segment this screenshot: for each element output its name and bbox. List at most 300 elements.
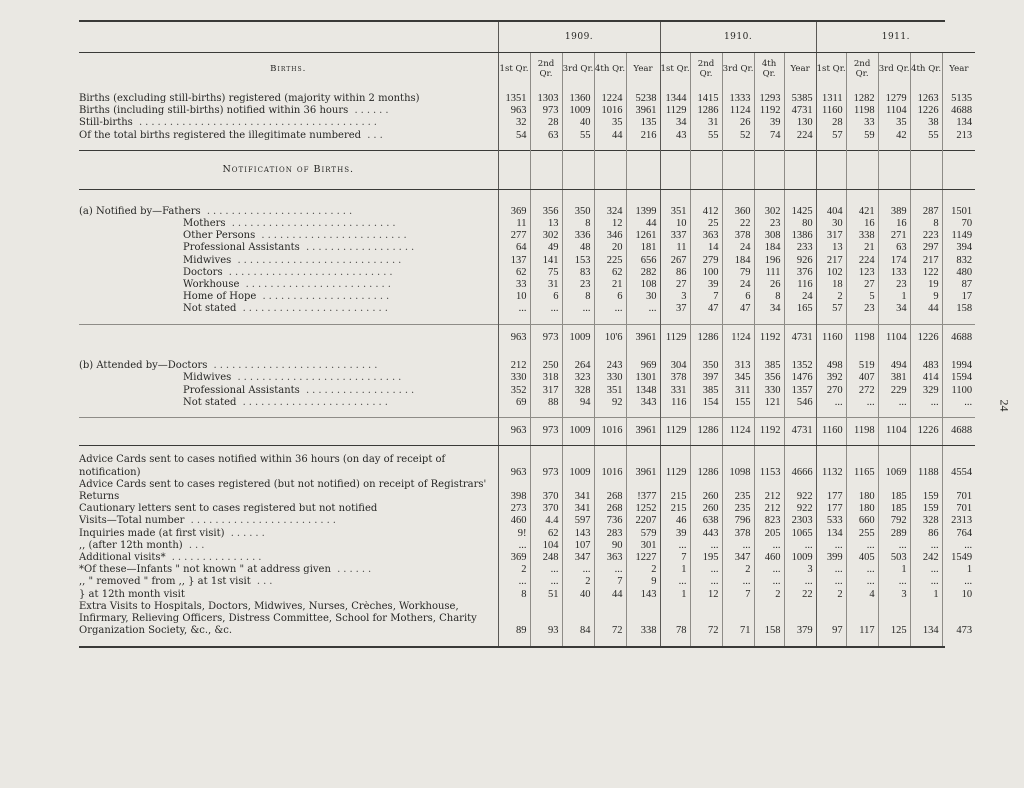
value-cell: 1129 [660,324,690,344]
value-cell: 34 [878,303,910,315]
value-cell: 2207 [626,515,660,527]
value-cell: 86 [910,528,942,540]
value-cell: 44 [626,218,660,230]
leader-dots: ... [182,539,208,551]
row-label: Visits—Total number [79,515,185,527]
value-cell: 92 [594,397,626,409]
value-cell: 39 [690,279,722,291]
value-cell: 107 [562,540,594,552]
value-cell: 217 [910,255,942,267]
value-cell: 304 [660,360,690,372]
value-cell: 69 [498,397,530,409]
value-cell: ... [816,397,846,409]
value-cell: 2 [816,589,846,601]
value-cell: 370 [530,479,562,503]
value-cell: 28 [530,117,562,129]
value-cell: 1100 [942,385,975,397]
value-cell: ... [498,576,530,588]
value-cell: 381 [878,372,910,384]
value-cell: 165 [784,303,816,315]
notified-by-row [79,242,975,254]
value-cell: 318 [530,372,562,384]
value-cell: 3961 [626,454,660,478]
value-cell: 255 [846,528,878,540]
value-cell: 267 [660,255,690,267]
quarter-header: Year [942,53,975,86]
value-cell: 1501 [942,206,975,218]
value-cell: 4688 [942,324,975,344]
year-header-1911: 1911. [816,22,975,53]
value-cell: 7 [722,589,754,601]
advice-row [79,503,975,515]
value-cell: 88 [530,397,562,409]
value-cell: 503 [878,552,910,564]
value-cell: 1994 [942,360,975,372]
value-cell: 792 [878,515,910,527]
value-cell: 71 [722,601,754,638]
leader-dots: ........................... [222,266,396,278]
births-row [79,130,975,142]
row-label: Other Persons [183,230,256,242]
value-cell: 47 [690,303,722,315]
value-cell: 385 [754,360,784,372]
value-cell: 1165 [846,454,878,478]
value-cell: 519 [846,360,878,372]
value-cell: 215 [660,503,690,515]
value-cell: 19 [910,279,942,291]
advice-row [79,564,975,576]
notified-by-total-row [79,324,975,344]
row-label: Professional Assistants [183,242,300,254]
value-cell: 72 [690,601,722,638]
value-cell: 351 [660,206,690,218]
value-cell: 277 [498,230,530,242]
quarter-header: 2nd Qr. [690,53,722,86]
row-label: Not stated [183,303,237,315]
value-cell: 1 [660,589,690,601]
value-cell: 1!24 [722,324,754,344]
value-cell: 6 [594,291,626,303]
value-cell: 1132 [816,454,846,478]
value-cell: 225 [594,255,626,267]
row-label: ,, " removed " from ,, } at 1st visit [79,576,251,588]
value-cell: 1 [942,564,975,576]
value-cell: 155 [722,397,754,409]
value-cell: ... [690,576,722,588]
value-cell: 158 [942,303,975,315]
value-cell: 301 [626,540,660,552]
value-cell: 351 [594,385,626,397]
notified-by-row [79,206,975,218]
value-cell: 10 [660,218,690,230]
row-label: Additional visits* [79,552,166,564]
value-cell: 473 [942,601,975,638]
notified-by-row [79,303,975,315]
value-cell: 8 [498,589,530,601]
value-cell: 10 [942,589,975,601]
value-cell: 317 [530,385,562,397]
value-cell: 62 [594,267,626,279]
group-label: (a) Notified by— [79,205,163,217]
value-cell: 212 [754,479,784,503]
value-cell: 7 [660,552,690,564]
value-cell: 1399 [626,206,660,218]
value-cell: ... [530,564,562,576]
value-cell: 268 [594,479,626,503]
leader-dots: ...... [224,527,268,539]
value-cell: 27 [660,279,690,291]
value-cell: 963 [498,105,530,117]
value-cell: 736 [594,515,626,527]
value-cell: 102 [816,267,846,279]
value-cell: 4731 [784,417,816,437]
value-cell: 59 [846,130,878,142]
value-cell: 223 [910,230,942,242]
leader-dots: ..................... [256,291,393,303]
value-cell: 242 [910,552,942,564]
value-cell: ... [562,303,594,315]
value-cell: 260 [690,479,722,503]
notified-by-section [79,189,975,352]
value-cell: 1198 [846,417,878,437]
notified-by-row [79,255,975,267]
value-cell: 1160 [816,324,846,344]
value-cell: 4554 [942,454,975,478]
value-cell: 350 [690,360,722,372]
row-label: Of the total births registered the illegitimate numbered [79,129,362,141]
value-cell: 1009 [562,454,594,478]
leader-dots: .................. [299,384,418,396]
value-cell: 1549 [942,552,975,564]
value-cell: 46 [660,515,690,527]
value-cell: 1 [878,291,910,303]
quarter-header: 4th Qr. [754,53,784,86]
value-cell: 414 [910,372,942,384]
value-cell: 1192 [754,417,784,437]
value-cell: 404 [816,206,846,218]
value-cell: 141 [530,255,562,267]
value-cell: 32 [498,117,530,129]
value-cell: 143 [562,528,594,540]
quarter-header: 4th Qr. [594,53,626,86]
value-cell: 1129 [660,105,690,117]
value-cell: 64 [498,242,530,254]
value-cell: 40 [562,589,594,601]
value-cell: 158 [754,601,784,638]
attended-by-section [79,352,975,446]
value-cell: 443 [690,528,722,540]
value-cell: 250 [530,360,562,372]
value-cell: 185 [878,503,910,515]
value-cell: 922 [784,479,816,503]
value-cell: ... [784,576,816,588]
value-cell: 1009 [562,324,594,344]
value-cell: 579 [626,528,660,540]
value-cell: 62 [530,528,562,540]
value-cell: 4688 [942,105,975,117]
value-cell: 796 [722,515,754,527]
value-cell: ... [722,540,754,552]
value-cell: 84 [562,601,594,638]
value-cell: 215 [660,479,690,503]
value-cell: 79 [722,267,754,279]
value-cell: 212 [754,503,784,515]
value-cell: 6 [722,291,754,303]
page-number: 24 [997,399,1012,412]
value-cell: ... [816,540,846,552]
notified-by-row [79,218,975,230]
leader-dots: ...... [330,564,375,576]
value-cell: 343 [626,397,660,409]
value-cell: 4 [846,589,878,601]
value-cell: 24 [784,291,816,303]
value-cell: 185 [878,479,910,503]
value-cell: 1129 [660,417,690,437]
value-cell: 973 [530,454,562,478]
value-cell: 330 [594,372,626,384]
value-cell: 235 [722,479,754,503]
value-cell: ... [846,540,878,552]
value-cell: 1065 [784,528,816,540]
value-cell: 6 [530,291,562,303]
value-cell: 1226 [910,105,942,117]
value-cell: 63 [530,130,562,142]
row-label: Cautionary letters sent to cases registered but not notified [79,503,378,515]
leader-dots: ...... [348,105,392,117]
value-cell: 398 [498,479,530,503]
value-cell: 1311 [816,93,846,105]
value-cell: 356 [754,372,784,384]
attended-by-row [79,360,975,372]
value-cell: 347 [722,552,754,564]
value-cell: 14 [690,242,722,254]
value-cell: 4688 [942,417,975,437]
value-cell: 3 [660,291,690,303]
value-cell: ... [498,540,530,552]
value-cell: 134 [910,601,942,638]
value-cell: 1124 [722,105,754,117]
value-cell: 297 [910,242,942,254]
value-cell: 378 [722,230,754,242]
notified-by-row [79,267,975,279]
value-cell: ... [690,564,722,576]
value-cell: 10'6 [594,324,626,344]
value-cell: 5 [846,291,878,303]
value-cell: 328 [910,515,942,527]
value-cell: ... [816,564,846,576]
value-cell: 57 [816,303,846,315]
value-cell: 421 [846,206,878,218]
advice-section [79,446,975,646]
value-cell: 133 [878,267,910,279]
value-cell: 62 [498,267,530,279]
value-cell: 2 [816,291,846,303]
value-cell: 1286 [690,417,722,437]
value-cell: 122 [910,267,942,279]
value-cell: 55 [562,130,594,142]
leader-dots: ........................ [184,515,339,527]
value-cell: 4731 [784,324,816,344]
value-cell: 1263 [910,93,942,105]
row-label: Professional Assistants [183,384,300,396]
value-cell: 243 [594,360,626,372]
value-cell: ... [626,303,660,315]
value-cell: 1224 [594,93,626,105]
value-cell: 213 [942,130,975,142]
value-cell: 337 [660,230,690,242]
value-cell: 31 [690,117,722,129]
value-cell: 121 [754,397,784,409]
value-cell: 159 [910,479,942,503]
value-cell: 93 [530,601,562,638]
value-cell: 1227 [626,552,660,564]
value-cell: 313 [722,360,754,372]
value-cell: 392 [816,372,846,384]
value-cell: 272 [846,385,878,397]
value-cell: 1282 [846,93,878,105]
value-cell: 926 [784,255,816,267]
value-cell: 341 [562,503,594,515]
value-cell: 9 [626,576,660,588]
value-cell: 23 [846,303,878,315]
value-cell: 34 [754,303,784,315]
row-label: Not stated [183,396,237,408]
attended-by-total-row [79,417,975,437]
value-cell: 87 [942,279,975,291]
value-cell: ... [942,397,975,409]
value-cell: 969 [626,360,660,372]
value-cell: 180 [846,479,878,503]
group-label: (b) Attended by— [79,360,168,372]
value-cell: 12 [690,589,722,601]
advice-row [79,552,975,564]
value-cell: 2 [626,564,660,576]
value-cell: 1 [660,564,690,576]
value-cell: 35 [594,117,626,129]
leader-dots: ........................... [231,254,405,266]
value-cell: 597 [562,515,594,527]
row-label: Workhouse [183,279,240,291]
advice-row [79,528,975,540]
value-cell: 1261 [626,230,660,242]
advice-row [79,515,975,527]
leader-dots: ........................ [236,396,391,408]
value-cell: 399 [816,552,846,564]
value-cell: 224 [846,255,878,267]
year-header-row [79,22,975,53]
value-cell: 1279 [878,93,910,105]
value-cell: 12 [594,218,626,230]
value-cell: 370 [530,503,562,515]
value-cell: 405 [846,552,878,564]
value-cell: 181 [626,242,660,254]
value-cell: 2313 [942,515,975,527]
value-cell: ... [530,303,562,315]
value-cell: 3 [878,589,910,601]
value-cell: 1009 [784,552,816,564]
value-cell: 70 [942,218,975,230]
value-cell: 13 [530,218,562,230]
value-cell: 412 [690,206,722,218]
value-cell: 273 [498,503,530,515]
value-cell: 363 [594,552,626,564]
value-cell: 378 [722,528,754,540]
value-cell: 184 [722,255,754,267]
value-cell: 1160 [816,105,846,117]
value-cell: 287 [910,206,942,218]
year-header-1910: 1910. [660,22,816,53]
value-cell: 1104 [878,105,910,117]
value-cell: 22 [784,589,816,601]
value-cell: 42 [878,130,910,142]
value-cell: 9! [498,528,530,540]
value-cell: 973 [530,417,562,437]
value-cell: 385 [690,385,722,397]
row-label: } at 12th month visit [79,588,185,600]
value-cell: ... [816,576,846,588]
value-cell: 184 [754,242,784,254]
leader-dots: ........................ [255,230,410,242]
value-cell: ... [594,564,626,576]
advice-row [79,601,975,638]
value-cell: 533 [816,515,846,527]
value-cell: 1016 [594,105,626,117]
value-cell: 196 [754,255,784,267]
value-cell: 174 [878,255,910,267]
value-cell: 25 [690,218,722,230]
value-cell: 1198 [846,105,878,117]
value-cell: 30 [816,218,846,230]
value-cell: 311 [722,385,754,397]
value-cell: 4731 [784,105,816,117]
advice-row [79,540,975,552]
value-cell: 1226 [910,417,942,437]
value-cell: 143 [626,589,660,601]
value-cell: 1333 [722,93,754,105]
value-cell: 389 [878,206,910,218]
value-cell: 130 [784,117,816,129]
value-cell: 338 [626,601,660,638]
value-cell: 31 [530,279,562,291]
value-cell: 498 [816,360,846,372]
value-cell: 47 [722,303,754,315]
value-cell: ... [784,540,816,552]
value-cell: 17 [942,291,975,303]
value-cell: 86 [660,267,690,279]
value-cell: 394 [942,242,975,254]
value-cell: 229 [878,385,910,397]
value-cell: 302 [754,206,784,218]
value-cell: ... [660,576,690,588]
value-cell: 116 [660,397,690,409]
value-cell: 1 [910,589,942,601]
value-cell: !377 [626,479,660,503]
value-cell: 75 [530,267,562,279]
value-cell: 217 [816,255,846,267]
value-cell: 134 [942,117,975,129]
value-cell: 216 [626,130,660,142]
value-cell: 397 [690,372,722,384]
value-cell: 407 [846,372,878,384]
value-cell: ... [530,576,562,588]
quarter-header: 2nd Qr. [530,53,562,86]
value-cell: 177 [816,503,846,515]
value-cell: 341 [562,479,594,503]
value-cell: ... [754,540,784,552]
value-cell: 1188 [910,454,942,478]
value-cell: 135 [626,117,660,129]
value-cell: 279 [690,255,722,267]
